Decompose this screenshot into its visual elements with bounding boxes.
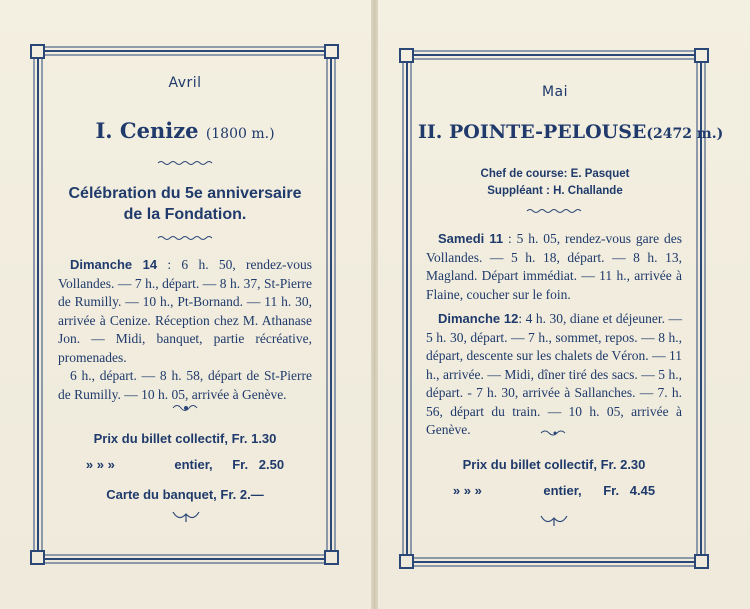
celebration-heading xyxy=(60,183,310,225)
day-label: Dimanche 12 xyxy=(438,311,519,326)
excursion-name: I. Cenize xyxy=(95,118,199,143)
ornament-squiggle xyxy=(156,159,216,167)
price-label: entier, xyxy=(174,457,213,472)
price-value: 1.30 xyxy=(251,431,277,446)
month-label: Avril xyxy=(168,75,202,91)
price-value: 2.30 xyxy=(620,457,646,472)
course-deputy: Suppléant : H. Challande xyxy=(487,185,623,197)
price-value: 4.45 xyxy=(629,483,656,498)
ornament-squiggle xyxy=(525,207,585,215)
price-line-full xyxy=(426,478,682,504)
page-fold xyxy=(371,0,378,609)
price-line-full xyxy=(60,452,310,478)
price-label: entier, xyxy=(543,483,582,498)
heading-line: Célébration du 5e anniversaire xyxy=(68,185,302,202)
left-page xyxy=(0,0,371,609)
price-value: 2.50 xyxy=(258,457,285,472)
program-text xyxy=(58,256,312,404)
price-label: Prix du billet collectif, Fr. xyxy=(93,431,248,446)
right-page xyxy=(378,0,750,609)
day-label: Samedi 11 xyxy=(438,231,504,246)
closing-ornament xyxy=(539,512,569,528)
price-label: Prix du billet collectif, Fr. xyxy=(462,457,617,472)
ditto-marks: » » » xyxy=(452,483,482,498)
currency-label: Fr. xyxy=(232,457,249,472)
excursion-title xyxy=(52,118,318,143)
banquet-price: Carte du banquet, Fr. 2.— xyxy=(106,487,264,502)
ornament-squiggle xyxy=(156,234,216,242)
month-label: Mai xyxy=(541,84,569,100)
flourish-ornament xyxy=(171,402,201,414)
flourish-ornament xyxy=(539,428,571,438)
altitude: (1800 m.) xyxy=(205,126,275,142)
day-schedule: : 4 h. 30, diane et déjeuner. — 5 h. 30, départ. — 7 h., sommet, repos. — 8 h., départ, descente sur les chalets de Véron. — 11 h., arrivée. — Midi, dîner tiré des sacs. — 5 h., départ. - 7 h. 30, arrivée à Sallanches. — 7. h. 56, départ du train. — 10 h. 05, arrivée à Genève. xyxy=(426,311,682,437)
altitude: (2472 m.) xyxy=(646,126,724,142)
day-schedule: : 6 h. 50, rendez-vous Vollandes. — 7 h., départ. — 8 h. 37, St-Pierre de Rumilly. — 10 h., Pt-Bornand. — 11 h. 30, arrivée à Cenize. Réception chez M. Athanase Jon. — Midi, banquet, partie récréative, promenades. xyxy=(58,257,312,365)
price-line-collective xyxy=(426,452,682,478)
program-text xyxy=(426,230,682,440)
currency-label: Fr. xyxy=(603,483,620,498)
price-line-collective xyxy=(60,426,310,452)
return-schedule: 6 h., départ. — 8 h. 58, départ de St-Pierre de Rumilly. — 10 h. 05, arrivée à Genève. xyxy=(58,368,312,402)
closing-ornament xyxy=(171,508,201,524)
day-schedule: : 5 h. 05, rendez-vous gare des Vollandes. — 5 h. 18, départ. — 8 h. 13, Magland. Départ immédiat. — 11 h., arrivée à Flaine, coucher sur le foin. xyxy=(426,231,682,302)
ditto-marks: » » » xyxy=(85,457,115,472)
heading-line: de la Fondation. xyxy=(123,206,247,223)
excursion-title xyxy=(418,121,724,143)
day-label: Dimanche 14 xyxy=(70,257,158,272)
excursion-name: II. POINTE-PELOUSE xyxy=(418,121,647,143)
course-chief: Chef de course: E. Pasquet xyxy=(480,168,630,180)
